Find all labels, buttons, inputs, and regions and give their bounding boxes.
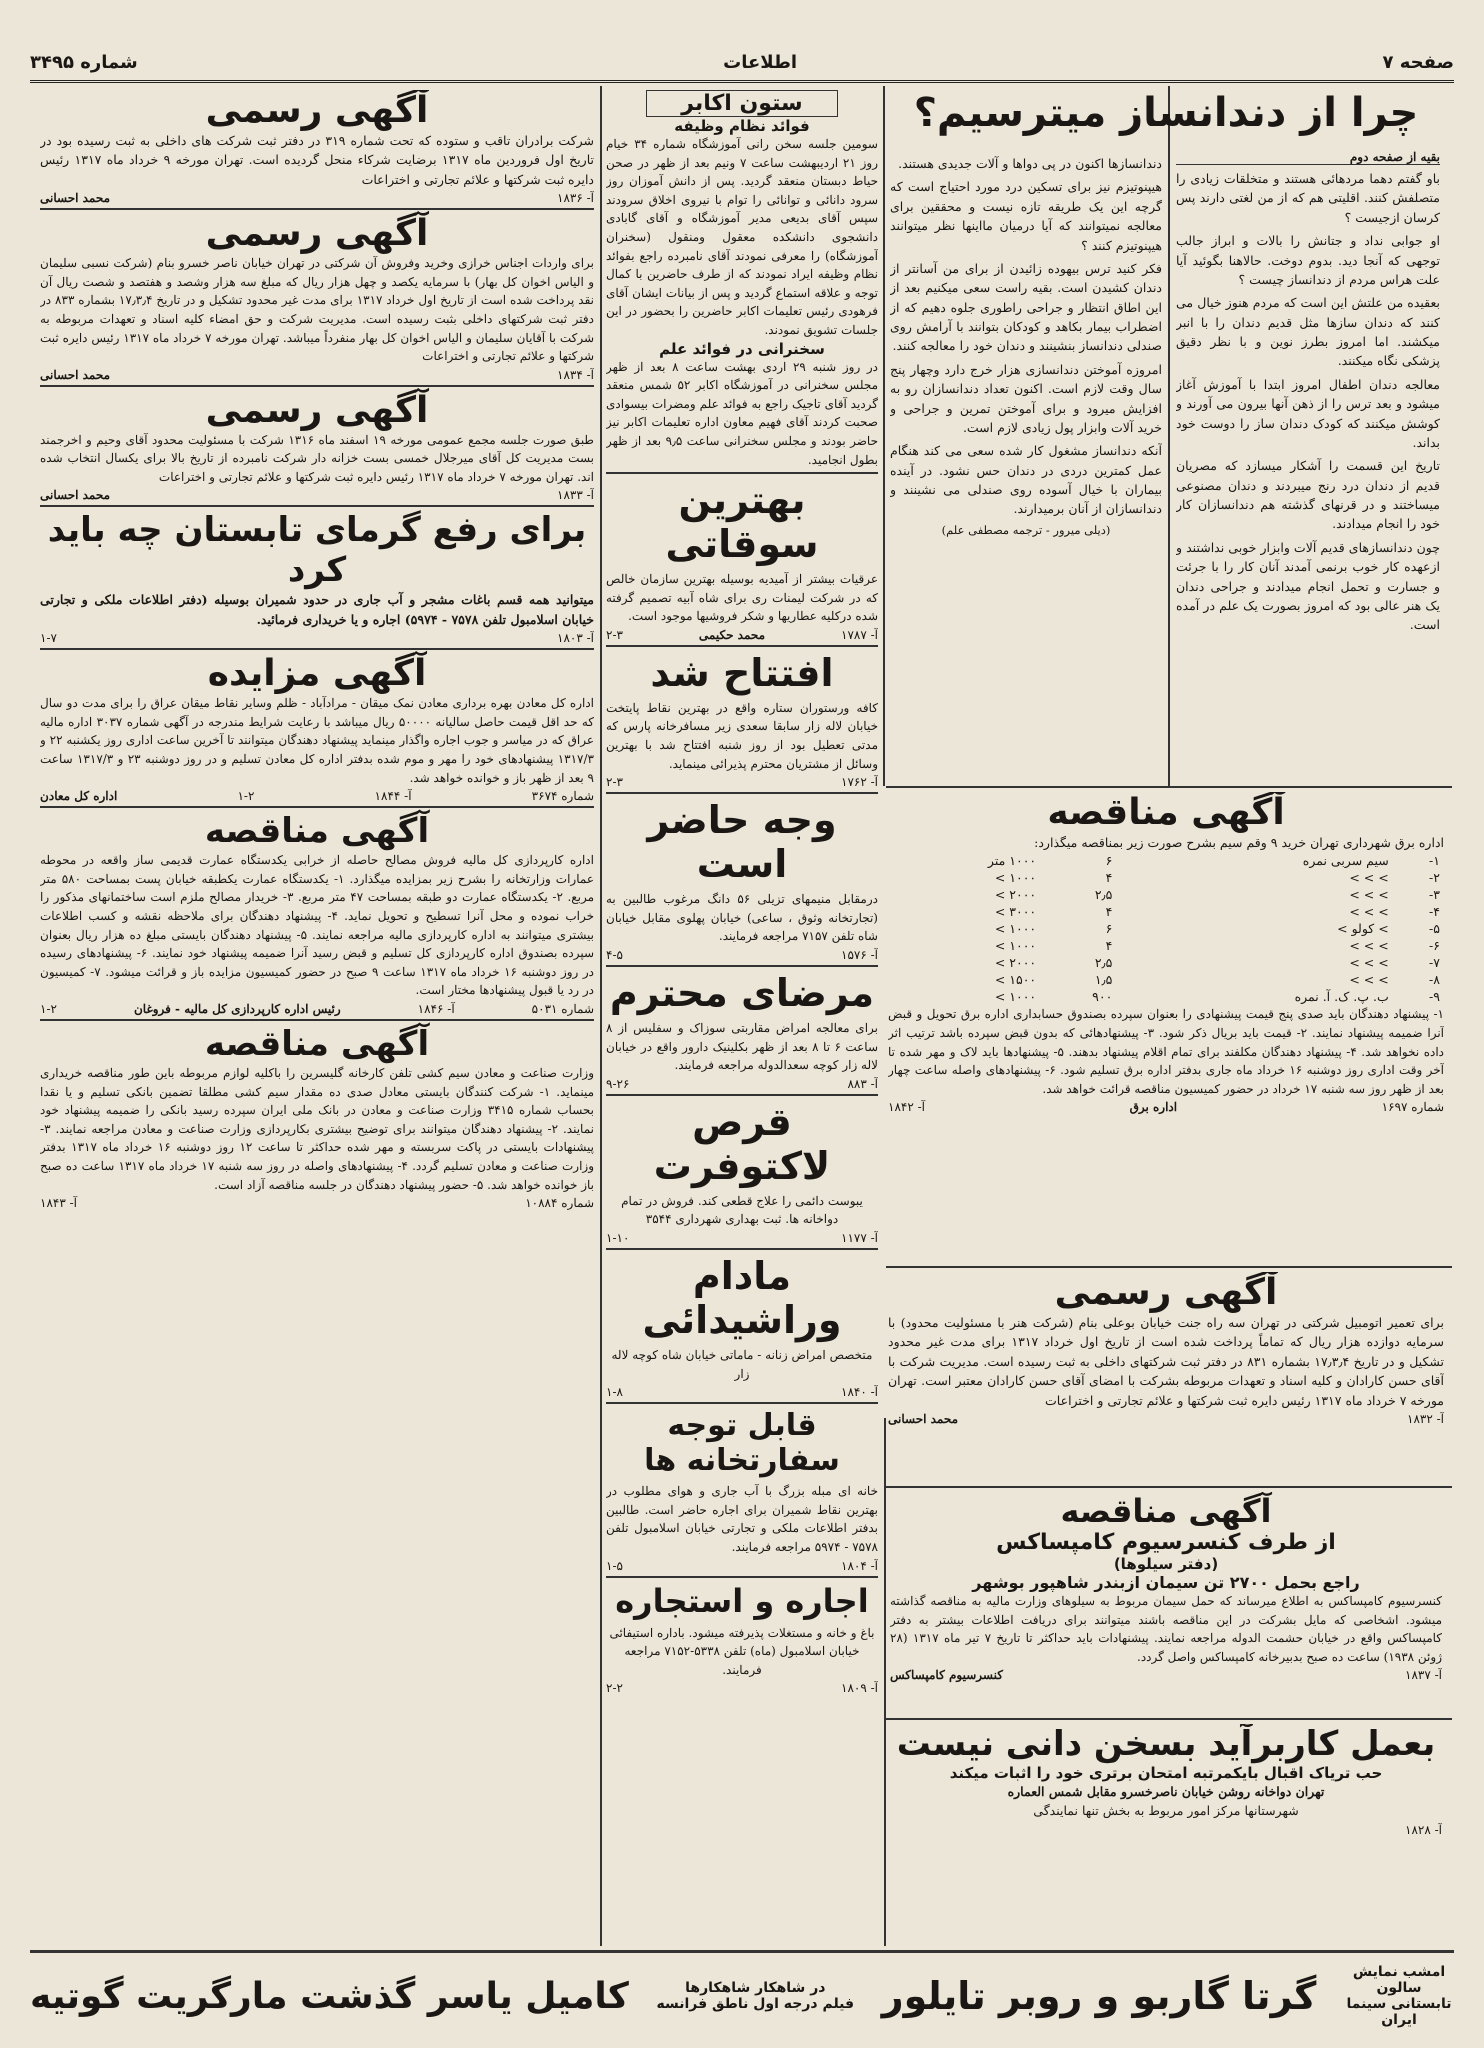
column-rule bbox=[600, 86, 602, 1946]
ad-title: قابل توجه سفارتخانه ها bbox=[644, 1408, 840, 1479]
notice-date: ۱-۲ bbox=[237, 789, 255, 804]
tender-cell-size: ۶ bbox=[1105, 921, 1113, 937]
tender-text: اداره کارپردازی کل مالیه فروش مصالح حاصله از خرابی یکدستگاه عمارت قدیمی ساز واقعه در محوطه عمارات وزارتخانه را بشرح زیر بمزایده میگذارد. ۱- یکدستگاه عمارت یکطبقه خیابان پست بمساحت ۵۸۰ متر مربع. ۲- یکدستگاه عمارت دو طبقه بمساحت ۴۷ متر مربع. ۳- خریدار مصالح ملزم است ساختمانهای مذکور را خراب نموده و محل آنرا تسطیح و تحویل نماید. ۴- پیشنهاد دهندگان برای ملاحظه نقشه و کسب اطلاعات بیشتری میتوانند به اداره کارپردازی مالیه مراجعه نمایند. ۵- پیشنهاد دهندگان بایستی مبلغ ده هزار ریال بعنوان سپرده بصندوق اداره کارپردازی کل تسلیم و قبض رسید آنرا ضمیمه پیشنهاد خود نمایند. ۶- پیشنهادهای رسیده در روز دوشنبه ۱۶ خرداد ماه ۱۳۱۷ ساعت ۹ صبح در حضور کمیسیون مزایده باز و قرائت میشود. ۷- کمیسیون در رد یا قبول پیشنهادها مختار است. bbox=[40, 853, 594, 998]
ad-text: یبوست دائمی را علاج قطعی کند. فروش در تمام دواخانه ها. ثبت بهداری شهرداری ۳۵۴۴ bbox=[621, 1193, 863, 1227]
tender-cell-item: سیم سربی نمره bbox=[1302, 853, 1389, 869]
cinema-banner bbox=[30, 1958, 1454, 2034]
ad-ref: آ- ۱۸۰۴ bbox=[841, 1558, 878, 1573]
subheading: فوائد نظام وظیفه bbox=[674, 117, 810, 135]
left-column bbox=[40, 90, 594, 1946]
tender-cell-item: > > > bbox=[1349, 887, 1389, 903]
section-rule bbox=[40, 208, 594, 210]
section-rule bbox=[606, 965, 878, 967]
ad-ref: آ- ۸۸۳ bbox=[847, 1076, 878, 1091]
tender-cell-size: ۴ bbox=[1105, 938, 1113, 954]
ad-ref: آ- ۱۷۶۲ bbox=[841, 775, 878, 790]
tender-row bbox=[888, 971, 1444, 988]
ad-text: کافه ورستوران ستاره واقع در بهترین نقاط پایتخت خیابان لاله زار سابقا سعدی زیر مسافرخانه پارس که مدتی تعطیل بود از روز شنبه افتتاح شد با بهترین وسائل از مشتریان محترم پذیرائی مینماید. bbox=[606, 700, 878, 771]
tender-cell-qty: ۳۰۰۰ > bbox=[994, 904, 1037, 920]
cinema-announcement: امشب نمایش سالون تابستانی سینما ایران bbox=[1346, 1964, 1452, 2028]
ad-title: قرص لاکتوفرت bbox=[653, 1099, 831, 1188]
notice-ref: آ- ۱۸۴۴ bbox=[374, 789, 412, 804]
ad-ref: آ- ۱۸۴۰ bbox=[841, 1385, 878, 1400]
ad-title: افتتاح شد bbox=[650, 650, 834, 695]
notice-text: برای واردات اجناس خرازی وخرید وفروش آن شرکتی در تهران خیابان ناصر خسرو بنام (شرکت نسبی سلیمان و الیاس اخوان کل بهار) با سرمایه یکصد و چهل هزار ریال که مبلغ سه هزار وشصد و هفتصد و شصت ریال آن نقد پرداخت شده است از تاریخ اول خرداد ۱۳۱۷ برای مدت غیر محدود تشکیل و در تاریخ ۱۷٫۳٫۴ بشماره ۸۳۳ در دفتر ثبت شرکتهای داخلی بثبت رسیده است. مدیریت شرکت و حق امضاء کلیه اسناد و تعهدات مربوطه به شرکت با آقایان سلیمان و الیاس اخوان کل بهار منفرداً میباشد. تهران مورخه ۷ خرداد ماه ۱۳۱۷ رئیس دایره ثبت شرکتها و علائم تجارتی و اختراعات bbox=[40, 256, 594, 364]
tender-title: آگهی مناقصه bbox=[1047, 792, 1285, 833]
paragraph: او جوابی نداد و جتانش را بالات و ابراز جالب توجهی که آنجا دید. بدوم دوخت. حالاهنا بگوئید آیا علت هراس مردم از دندانساز چیست ؟ bbox=[1176, 233, 1440, 287]
notice-ref: آ- ۱۸۳۳ bbox=[557, 488, 594, 503]
paragraph: فکر کنید ترس بیهوده زائیدن از برای من آسانتر از دندان کشیدن است. بقیه راست سعی میکنیم بعد از این اطاق انتظار و جراحی راطوری جلوه دهیم که از اضطراب بیمار بکاهد و کودکان بتوانند با آرامش روی صندلی دندانساز بنشینند و دندان خود را معالجه کنند. bbox=[890, 260, 1162, 354]
ad-date: ۱-۸ bbox=[606, 1385, 623, 1400]
dentist-article bbox=[890, 150, 1162, 780]
notice-signer: اداره کل معادن bbox=[40, 789, 118, 804]
section-rule bbox=[606, 1094, 878, 1096]
ad-text: حب تریاک اقبال بایکمرتبه امتحان برتری خود را اثبات میکند bbox=[949, 1764, 1383, 1782]
tender-cell-size: ۴ bbox=[1105, 870, 1113, 886]
tender-cell-size: ۹۰۰ bbox=[1092, 989, 1113, 1005]
notice-title: آگهی مزایده bbox=[207, 653, 427, 695]
section-rule bbox=[886, 1266, 1452, 1268]
section-rule bbox=[886, 1486, 1452, 1488]
ad-text: خانه ای مبله بزرگ با آب جاری و هوای مطلوب در بهترین نقاط شمیران برای اجاره حاضر است. طالبین بدفتر اطلاعات ملکی و تجارتی خیابان اسلامبول تلفن ۷۵۷۸ - ۵۹۷۴ مراجعه فرمایند. bbox=[606, 1484, 878, 1554]
tender-cell-qty: ۱۵۰۰ > bbox=[994, 972, 1037, 988]
tender-ref: آ- ۱۸۴۲ bbox=[888, 1100, 925, 1115]
tender-subtitle: از طرف کنسرسیوم کامپساکس bbox=[996, 1530, 1336, 1555]
tender-cell-no: ۴- bbox=[1429, 904, 1440, 920]
ad-address: تهران دواخانه روشن خیابان ناصرخسرو مقابل شمس العماره bbox=[1007, 1784, 1325, 1799]
tender-cell-size: ۲٫۵ bbox=[1094, 887, 1113, 903]
ad-ref: آ- ۱۸۰۹ bbox=[841, 1681, 878, 1696]
ad-signer: محمد حکیمی bbox=[698, 627, 766, 642]
article-title: چرا از دندانساز میترسیم؟ bbox=[913, 90, 1419, 136]
notice-signer: محمد احسانی bbox=[40, 488, 111, 503]
notice-title: آگهی رسمی bbox=[205, 389, 429, 431]
tender-subtitle: (دفتر سیلوها) bbox=[1113, 1555, 1219, 1573]
section-rule bbox=[886, 1718, 1452, 1720]
tender-cell-no: ۱- bbox=[1429, 853, 1440, 869]
tender-cell-size: ۱٫۵ bbox=[1094, 972, 1113, 988]
notice-title: آگهی رسمی bbox=[205, 90, 429, 131]
ad-ref: آ- ۱۸۰۳ bbox=[557, 631, 594, 646]
tender-cell-size: ۲٫۵ bbox=[1094, 955, 1113, 971]
section-rule bbox=[40, 505, 594, 507]
tender-cell-item: > > > bbox=[1349, 938, 1389, 954]
tender-cell-item: > > > bbox=[1349, 870, 1389, 886]
ad-date: ۲-۲ bbox=[606, 1681, 623, 1696]
tender-cell-no: ۷- bbox=[1429, 955, 1440, 971]
tender-cell-qty: ۲۰۰۰ > bbox=[994, 955, 1037, 971]
column-rule bbox=[884, 1418, 886, 1946]
tender-row bbox=[888, 937, 1444, 954]
section-rule bbox=[606, 1576, 878, 1578]
tender-title: آگهی مناقصه bbox=[1060, 1492, 1272, 1530]
notice-title: آگهی رسمی bbox=[1054, 1272, 1278, 1313]
tender-terms: ۱- پیشنهاد دهندگان باید صدی پنج قیمت پیشنهادی را بعنوان سپرده بصندوق حسابداری اداره برق تحویل و قبض آنرا ضمیمه پیشنهاد نمایند. ۲- قیمت باید بریال ذکر شود. ۳- پیشنهادهائی که بدون قبض سپرده باشد ترتیب اثر داده نخواهد شد. ۴- پیشنهاد دهندگان مکلفند برای تمام اقلام پیشنهاد بدهند. ۵- پیشنهادها باید لاک و مهر شده تا آخر وقت اداری روز دوشنبه ۱۶ خرداد ماه جاری بدفتر اداره برق تسلیم شود. ۶- پیشنهادهای واصله ساعت چهار بعد از ظهر روز سه شنبه ۱۷ خرداد در حضور کمیسیون مناقصه قرائت خواهد شد. bbox=[888, 1007, 1444, 1096]
notice-title: آگهی رسمی bbox=[205, 213, 429, 255]
issue-number: شماره ۳۴۹۵ bbox=[30, 51, 138, 73]
notice-number: شماره ۳۶۷۴ bbox=[531, 789, 594, 804]
opium-pill-ad bbox=[890, 1724, 1442, 1942]
tender-intro: اداره برق شهرداری تهران خرید ۹ وقم سیم بشرح صورت زیر بمناقصه میگذارد: bbox=[1034, 835, 1444, 850]
tender-row bbox=[888, 852, 1444, 869]
middle-column bbox=[606, 90, 878, 1946]
ad-text: برای معالجه امراض مقاربتی سوزاک و سفلیس از ۸ ساعت ۶ تا ۸ بعد از ظهر بکلینیک دارور واقع در خیابان لاله زار کوچه سعدالدوله مراجعه فرمایند. bbox=[606, 1021, 878, 1073]
section-rule bbox=[40, 385, 594, 387]
ad-text: عرقیات بیشتر از آمیدیه بوسیله بهترین سازمان خالص که در شرکت لیمنات ری برای شاه آبیه تصمیم گرفته شده درکلیه عطاریها و شکر فروشیها موجود است. bbox=[606, 572, 878, 624]
ad-text: باغ و خانه و مستغلات پذیرفته میشود. باداره استیفائی خیابان اسلامبول (ماه) تلفن ۵۳۳۸-۷۱۵۲ مراجعه فرمایند. bbox=[609, 1625, 875, 1677]
ad-title: مادام وراشیدائی bbox=[642, 1254, 842, 1342]
tender-number: شماره ۱۶۹۷ bbox=[1381, 1100, 1444, 1115]
tender-cell-qty: ۱۰۰۰ > bbox=[994, 870, 1037, 886]
ad-ref: آ- ۱۸۲۸ bbox=[1405, 1822, 1442, 1837]
tender-cell-qty: ۱۰۰۰ > bbox=[994, 938, 1037, 954]
ad-ref: آ- ۱۷۸۷ bbox=[841, 627, 878, 642]
tender-date: ۱-۲ bbox=[40, 1001, 57, 1016]
tender-title: آگهی مناقصه bbox=[204, 1023, 430, 1064]
tender-cell-qty: ۱۰۰۰ > bbox=[994, 989, 1037, 1005]
tender-signer: رئیس اداره کارپردازی کل مالیه - فروغان bbox=[133, 1001, 341, 1016]
ad-text: میتوانید همه قسم باغات مشجر و آب جاری در حدود شمیران بوسیله (دفتر اطلاعات ملکی و تجارتی خیابان اسلامبول تلفن ۷۵۷۸ - ۵۹۷۴) اجاره و یا خریداری فرمائید. bbox=[40, 592, 594, 627]
tender-cell-no: ۲- bbox=[1429, 870, 1440, 886]
notice-signer: محمد احسانی bbox=[40, 367, 111, 382]
section-rule bbox=[40, 1019, 594, 1021]
paragraph: امروزه آموختن دندانسازی هزار خرج دارد وچهار پنج سال وقت لازم است. اکنون تعداد دندانسازان رو به افزایش میرود و برای آموختن تمرین و جراحی و خرید آلات وابزار پول زیادی لازم است. bbox=[890, 361, 1162, 435]
ad-title: بعمل کاربرآید بسخن دانی نیست bbox=[896, 1724, 1436, 1764]
paper-name: اطلاعات bbox=[723, 51, 798, 73]
paragraph: آنکه دندانساز مشغول کار شده سعی می کند هنگام عمل کمترین دردی در دندان حس نشود. در آینده بیماران با خیال آسوده روی صندلی می نشینند و دندانسازان از آنان برمیدارند. bbox=[890, 443, 1162, 517]
continued-label: بقیه از صفحه دوم bbox=[1176, 150, 1440, 165]
paragraph: معالجه دندان اطفال امروز ابتدا با آموزش آغاز میشود و بعد ترس را از ذهن آنها بیرون می آورند و کوشش میکنند که کودک دندان ساز را دوست خود بداند. bbox=[1176, 376, 1440, 450]
paragraph: دندانسازها اکنون در پی دواها و آلات جدیدی هستند. bbox=[898, 156, 1162, 171]
tender-campsax bbox=[890, 1492, 1442, 1714]
ad-text: درمقابل منیمهای تزیلی ۵۶ دانگ مرغوب طالبین به (تجارتخانه وثوق ، ساعی) خیابان پهلوی مقابل خیابان شاه تلفن ۷۱۵۷ مراجعه فرمایند. bbox=[606, 892, 878, 944]
paragraph: باو گفتم دهما مردهائی هستند و متخلقات زیادی را متصلفش کنند. اقلیتی هم که از من لغتی دارند پس کرسان ازجیست ؟ bbox=[1176, 171, 1440, 225]
section-rule bbox=[606, 1248, 878, 1250]
ad-date: ۲-۳ bbox=[606, 627, 623, 642]
paragraph: تاریخ این قسمت را آشکار میسازد که مصریان قدیم از دندان درد رنج میبردند و دندان مصنوعی میساختند و در قرنهای گذشته هم دندانسازان کار خود را انجام میدادند. bbox=[1176, 458, 1440, 532]
tender-text: کنسرسیوم کامپساکس به اطلاع میرساند که حمل سیمان مربوط به سیلوهای وزارت مالیه به مناقصه گذاشته میشود. اشخاصی که مایل بشرکت در این مناقصه باشند میتوانند برای دریافت اطلاعات بیشتر به دفتر کامپساکس واقع در خیابان حشمت الدوله مراجعه نمایند. پیشنهادات باید حداکثر تا تاریخ ۷ تیر ماه ۱۳۱۷ (۲۸ ژوئن ۱۹۳۸) ساعت ده صبح بدبیرخانه کامپساکس واصل گردد. bbox=[890, 1594, 1442, 1664]
tender-cell-qty: ۱۰۰۰ > bbox=[994, 921, 1037, 937]
tender-cell-size: ۶ bbox=[1105, 853, 1113, 869]
cinema-film-title: کامیل یاسر گذشت مارگریت گوتیه bbox=[30, 1975, 629, 2017]
banner-rule bbox=[30, 1950, 1454, 1953]
tender-table bbox=[888, 852, 1444, 1005]
notice-signer: محمد احسانی bbox=[888, 1411, 959, 1426]
notice-ref: آ- ۱۸۳۴ bbox=[557, 367, 594, 382]
notice-ref: آ- ۱۸۳۶ bbox=[557, 191, 594, 206]
tender-text: وزارت صناعت و معادن سیم کشی تلفن کارخانه گلیسرین را باکلیه لوازم مربوطه باین طور مناقصه خریداری مینماید. ۱- شرکت کنندگان بایستی معادل صدی ده مقدار سیم کشی مطلقا تضمین بانکی تسلیم و یا نقدا بحساب شماره ۳۴۱۵ وزارت صناعت و معادن در بانک ملی ایران سپرده رسید بانکی را ضمیمه پیشنهاد خود نمایند. ۲- پیشنهاد دهندگان میتوانند برای توضیح بیشتری بکارپردازی وزارت صناعت و معادن مراجعه نمایند. ۳- پیشنهادات بایستی در پاکت سربسته و مهر شده حداکثر تا ساعت ۱۲ روز دوشنبه ۱۶ خرداد ماه ۱۳۱۷ بدفتر وزارت صناعت و معادن تسلیم گردد. ۴- پیشنهادهای واصله در روز سه شنبه ۱۷ خرداد ماه ۱۳۱۷ ساعت ده صبح باز خوانده خواهد شد. ۵- حضور پیشنهاد دهندگان در جلسه مناقصه آزاد است. bbox=[40, 1065, 594, 1192]
section-rule bbox=[886, 786, 1452, 788]
ad-text: متخصص امراض زنانه - ماماتی خیابان شاه کوچه لاله زار bbox=[611, 1348, 873, 1381]
tender-ref: آ- ۱۸۳۷ bbox=[1405, 1668, 1442, 1683]
notice-auto-repair bbox=[888, 1272, 1444, 1480]
ad-date: ۹-۲۶ bbox=[606, 1076, 630, 1091]
section-rule bbox=[606, 472, 878, 474]
section-rule bbox=[606, 1402, 878, 1404]
notice-signer: محمد احسانی bbox=[40, 191, 111, 206]
tender-row bbox=[888, 903, 1444, 920]
ad-title: برای رفع گرمای تابستان چه باید کرد bbox=[47, 510, 587, 591]
tender-cell-no: ۹- bbox=[1429, 989, 1440, 1005]
tender-cell-size: ۴ bbox=[1105, 904, 1113, 920]
tender-cell-item: > کولو > bbox=[1337, 921, 1389, 937]
tender-cell-item: > > > bbox=[1349, 972, 1389, 988]
tender-signer: اداره برق bbox=[1129, 1100, 1178, 1115]
ad-title: اجاره و استجاره bbox=[615, 1581, 869, 1620]
dentist-article-continued bbox=[1176, 150, 1440, 780]
ad-date: ۱-۱۰ bbox=[606, 1231, 630, 1245]
tender-row bbox=[888, 920, 1444, 937]
tender-number: شماره ۵۰۳۱ bbox=[531, 1001, 594, 1016]
notice-text: طبق صورت جلسه مجمع عمومی مورخه ۱۹ اسفند ماه ۱۳۱۶ شرکت با مسئولیت محدود آقای وحیم و اخرجمند بست مدیریت کل آقای میرجلال خمسی بست خزانه دار شرکت نامبرده از تاریخ بالا برای یکسال انتخاب شده اند. تهران مورخه ۷ خرداد ماه ۱۳۱۷ رئیس دایره ثبت شرکتها و علائم تجارتی و اختراعات bbox=[40, 432, 594, 484]
ad-title: بهترین سوقاتی bbox=[665, 478, 819, 567]
tender-cell-item: ب. پ. ک. آ. نمره bbox=[1294, 989, 1389, 1005]
column-rule bbox=[883, 86, 885, 786]
tender-title: آگهی مناقصه bbox=[204, 811, 430, 852]
cinema-stars: گرتا گاربو و روبر تایلور bbox=[881, 1974, 1317, 2018]
tender-ref: آ- ۱۸۴۳ bbox=[40, 1196, 77, 1211]
ad-title: مرضای محترم bbox=[609, 971, 875, 1016]
tender-cell-item: > > > bbox=[1349, 955, 1389, 971]
tender-ref: آ- ۱۸۴۶ bbox=[417, 1001, 455, 1016]
tender-electricity bbox=[888, 792, 1444, 1260]
tender-cell-no: ۶- bbox=[1429, 938, 1440, 954]
ad-address2: شهرستانها مرکز امور مربوط به بخش تنها نمایندگی bbox=[1033, 1803, 1299, 1819]
ad-date: ۴-۵ bbox=[606, 948, 623, 963]
column-rule bbox=[1168, 86, 1170, 786]
subheading: سخنرانی در فوائد علم bbox=[659, 339, 825, 358]
cinema-subtitle: فیلم درجه اول ناطق فرانسه bbox=[656, 1996, 855, 2012]
notice-text: شرکت برادران تاقب و ستوده که تحت شماره ۳۱۹ در دفتر ثبت شرکت های داخلی به ثبت رسیده بود در تاریخ اول فروردین ماه ۱۳۱۷ برضایت شرکاء منحل گردیده است. تهران مورخه ۹ خرداد ماه ۱۳۱۷ رئیس دایره ثبت شرکتها و علائم تجارتی و اختراعات bbox=[40, 133, 594, 187]
tender-cell-item: > > > bbox=[1349, 904, 1389, 920]
ad-date: ۱-۷ bbox=[40, 631, 57, 646]
tender-cell-no: ۸- bbox=[1429, 972, 1440, 988]
cinema-tagline: در شاهکار شاهکارها bbox=[685, 1980, 826, 1996]
section-rule bbox=[40, 648, 594, 650]
ad-ref: آ- ۱۵۷۶ bbox=[841, 948, 878, 963]
masthead bbox=[30, 44, 1454, 83]
tender-cell-qty: ۱۰۰۰ متر bbox=[987, 853, 1037, 869]
tender-cell-qty: ۲۰۰۰ > bbox=[994, 887, 1037, 903]
tender-row bbox=[888, 869, 1444, 886]
tender-row bbox=[888, 886, 1444, 903]
tender-number: شماره ۱۰۸۸۴ bbox=[525, 1196, 594, 1211]
article-credit: (دیلی میرور - ترجمه مصطفی علم) bbox=[941, 522, 1111, 537]
section-rule bbox=[606, 645, 878, 647]
tender-subtitle: راجع بحمل ۲۷۰۰ تن سیمان ازبندر شاهپور بوشهر bbox=[972, 1573, 1360, 1592]
section-rule bbox=[606, 792, 878, 794]
tender-row bbox=[888, 988, 1444, 1005]
tender-cell-no: ۳- bbox=[1429, 887, 1440, 903]
notice-text: اداره کل معادن بهره برداری معادن نمک میقان - مرادآباد - ظلم وسایر نقاط میقان عراق را برای مدت دو سال که حد اقل قیمت حاصل سالیانه ۵۰۰۰۰ ریال میباشد با رعایت شرایط مندرجه در آگهی شماره ۳۰۳۷ اداره مالیه عراق که در میاسر و جوب اجاره واگذار مینماید پیشنهاد دهندگان میتوانند تا آخرین ساعت اداری روز یکشنبه ۲۲ و ۱۳۱۷/۳ پیشنهادهای خود را مهر و موم شده بدفتر اداره کل معادن تسلیم و در روز دوشنبه ۲۳ و ۱۳۱۷/۳ ساعت ۹ بعد از ظهر باز و خوانده خواهد شد. bbox=[40, 696, 594, 785]
paragraph: چون دندانسازهای قدیم آلات وابزار خوبی نداشتند و ازعهده کار خوب برنمی آمدند آنان کار را با جرئت و جسارت و تحمل انجام میدادند و جراحی دندان یک هنر عالی بود که امروز بصورت یک علم در آمده است. bbox=[1176, 539, 1440, 633]
page-number: صفحه ۷ bbox=[1382, 51, 1454, 73]
ad-date: ۱-۵ bbox=[606, 1558, 623, 1573]
section-rule bbox=[40, 806, 594, 808]
notice-ref: آ- ۱۸۳۲ bbox=[1407, 1411, 1444, 1426]
tender-row bbox=[888, 954, 1444, 971]
paragraph: هیپنوتیزم نیز برای تسکین درد مورد احتیاج است که گرچه این یک طریقه تازه نیست و محققین برای معالجه نمیتوانند که آیا درمیان مااینها نظر میتوانند هیپنوتیزم کنند ؟ bbox=[890, 179, 1162, 253]
paragraph: در روز شنبه ۲۹ اردی بهشت ساعت ۸ بعد از ظهر مجلس سخنرانی در آموزشگاه اکابر ۵۲ شمس منعقد گردید آقای تاجیک راجع به فوائد علم ومضرات بیسوادی صحبت کردند آقای فهیم معاون اداره تعلیمات اکابر نیز حاضر بودند و مجلس سخنرانی ساعت ۹٫۵ بعد از ظهر بطول انجامید. bbox=[606, 359, 878, 467]
ad-title: وجه حاضر است bbox=[647, 798, 837, 887]
column-heading: ستون اکابر bbox=[646, 90, 838, 117]
ad-date: ۲-۳ bbox=[606, 775, 623, 790]
tender-cell-no: ۵- bbox=[1429, 921, 1440, 937]
notice-text: برای تعمیر اتومبیل شرکتی در تهران سه راه جنت خیابان بوعلی بنام (شرکت هنر با مسئولیت محدود) با سرمایه دوازده هزار ریال که تماماً پرداخت شده است از تاریخ اول خرداد ۱۳۱۷ برای مدت غیر محدود تشکیل و در تاریخ ۱۷٫۳٫۴ بشماره ۸۳۱ در دفتر ثبت شرکتهای داخلی به ثبت رسیده است. مدیریت شرکت با آقای حسن کارادان و کلیه اسناد و تعهدات مربوطه بشرکت با امضای آقای حسن کارادان معتبر است. تهران مورخه ۷ خرداد ماه ۱۳۱۷ رئیس دایره ثبت شرکتها و علائم تجارتی و اختراعات bbox=[888, 1315, 1444, 1408]
ad-ref: آ- ۱۱۷۷ bbox=[841, 1231, 878, 1245]
paragraph: سومین جلسه سخن رانی آموزشگاه شماره ۳۴ خیام روز ۲۱ اردیبهشت ساعت ۷ ونیم بعد از ظهر در صحن حیاط دبستان منعقد گردید. پس از دانش آموزان روز سرود دانائی و توانائی را توام با نیروی اخلاق سرودند سپس آقای بدیعی مدیر آموزشگاه و آقای گابادی دانشجوی دانشکده معقول ومنقول (سخنران آموزشگاه) را معرفی نمودند آقای نامبرده راجع بفوائد نظام وظیفه ایراد نمودند که از طرف حاضرین با کمال توجه و علاقه استماع گردید و پس از بیانات ایشان آقای فرهودی رئیس تعلیمات اکابر حاضرین را بحضور در این جلسات تشویق نمودند. bbox=[606, 137, 878, 337]
tender-signer: کنسرسیوم کامپساکس bbox=[890, 1668, 1003, 1683]
paragraph: بعقیده من علتش این است که مردم هنوز خیال می کنند که دندان سازها مثل قدیم دندان را با انبر میکشند. اما امروز بطرز نوین و با نظر دقیق پزشکی نگاه میکنند. bbox=[1176, 295, 1440, 369]
